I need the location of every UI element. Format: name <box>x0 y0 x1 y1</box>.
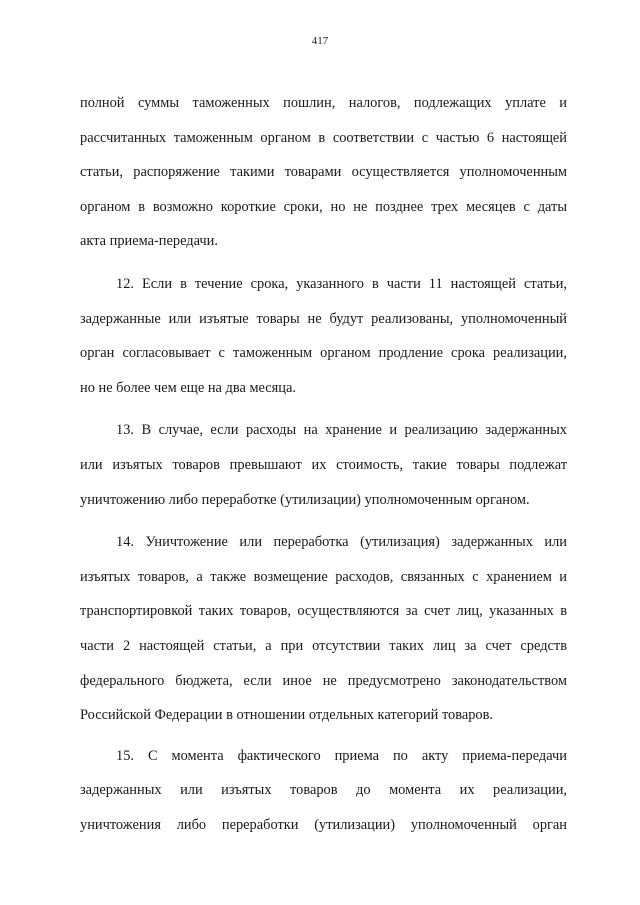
paragraph-14 <box>80 525 567 733</box>
paragraph-gap <box>80 405 567 413</box>
text-line: 14. Уничтожение или переработка (утилизация) задержанных или <box>116 534 567 551</box>
text-line: акта приема-передачи. <box>80 233 218 250</box>
text-line: части 2 настоящей статьи, а при отсутствии таких лиц за счет средств <box>80 637 567 654</box>
paragraph-12 <box>80 267 567 405</box>
text-line: 13. В случае, если расходы на хранение и реализацию задержанных <box>116 422 567 439</box>
paragraph-continuation <box>80 86 567 259</box>
text-line: уничтожения либо переработки (утилизации) уполномоченный орган <box>80 816 567 833</box>
text-line: Российской Федерации в отношении отдельных категорий товаров. <box>80 707 494 724</box>
text-line: или изъятых товаров превышают их стоимость, такие товары подлежат <box>80 456 567 473</box>
page-number: 417 <box>311 35 329 47</box>
text-line: уничтожению либо переработке (утилизации) уполномоченным органом. <box>80 491 530 508</box>
paragraph-gap <box>80 259 567 267</box>
paragraph-15 <box>80 739 567 843</box>
text-line: полной суммы таможенных пошлин, налогов, подлежащих уплате и <box>80 95 567 111</box>
paragraph-gap <box>80 517 567 525</box>
text-line: орган согласовывает с таможенным органом продление срока реализации, <box>80 345 567 362</box>
text-line: но не более чем еще на два месяца. <box>80 379 296 396</box>
text-line: изъятых товаров, а также возмещение расходов, связанных с хранением и <box>80 568 567 585</box>
paragraph-13 <box>80 413 567 517</box>
document-body <box>80 86 567 842</box>
text-line: 12. Если в течение срока, указанного в части 11 настоящей статьи, <box>116 275 567 292</box>
text-line: рассчитанных таможенным органом в соответствии с частью 6 настоящей <box>80 129 567 146</box>
text-line: федерального бюджета, если иное не предусмотрено законодательством <box>80 672 567 689</box>
text-line: 15. С момента фактического приема по акту приема-передачи <box>116 747 567 764</box>
text-line: задержанные или изъятые товары не будут реализованы, уполномоченный <box>80 310 567 327</box>
text-line: транспортировкой таких товаров, осуществляются за счет лиц, указанных в <box>80 603 567 620</box>
text-line: задержанных или изъятых товаров до момента их реализации, <box>80 782 567 799</box>
text-line: органом в возможно короткие сроки, но не позднее трех месяцев с даты <box>80 198 567 215</box>
text-line: статьи, распоряжение такими товарами осуществляется уполномоченным <box>80 164 567 181</box>
